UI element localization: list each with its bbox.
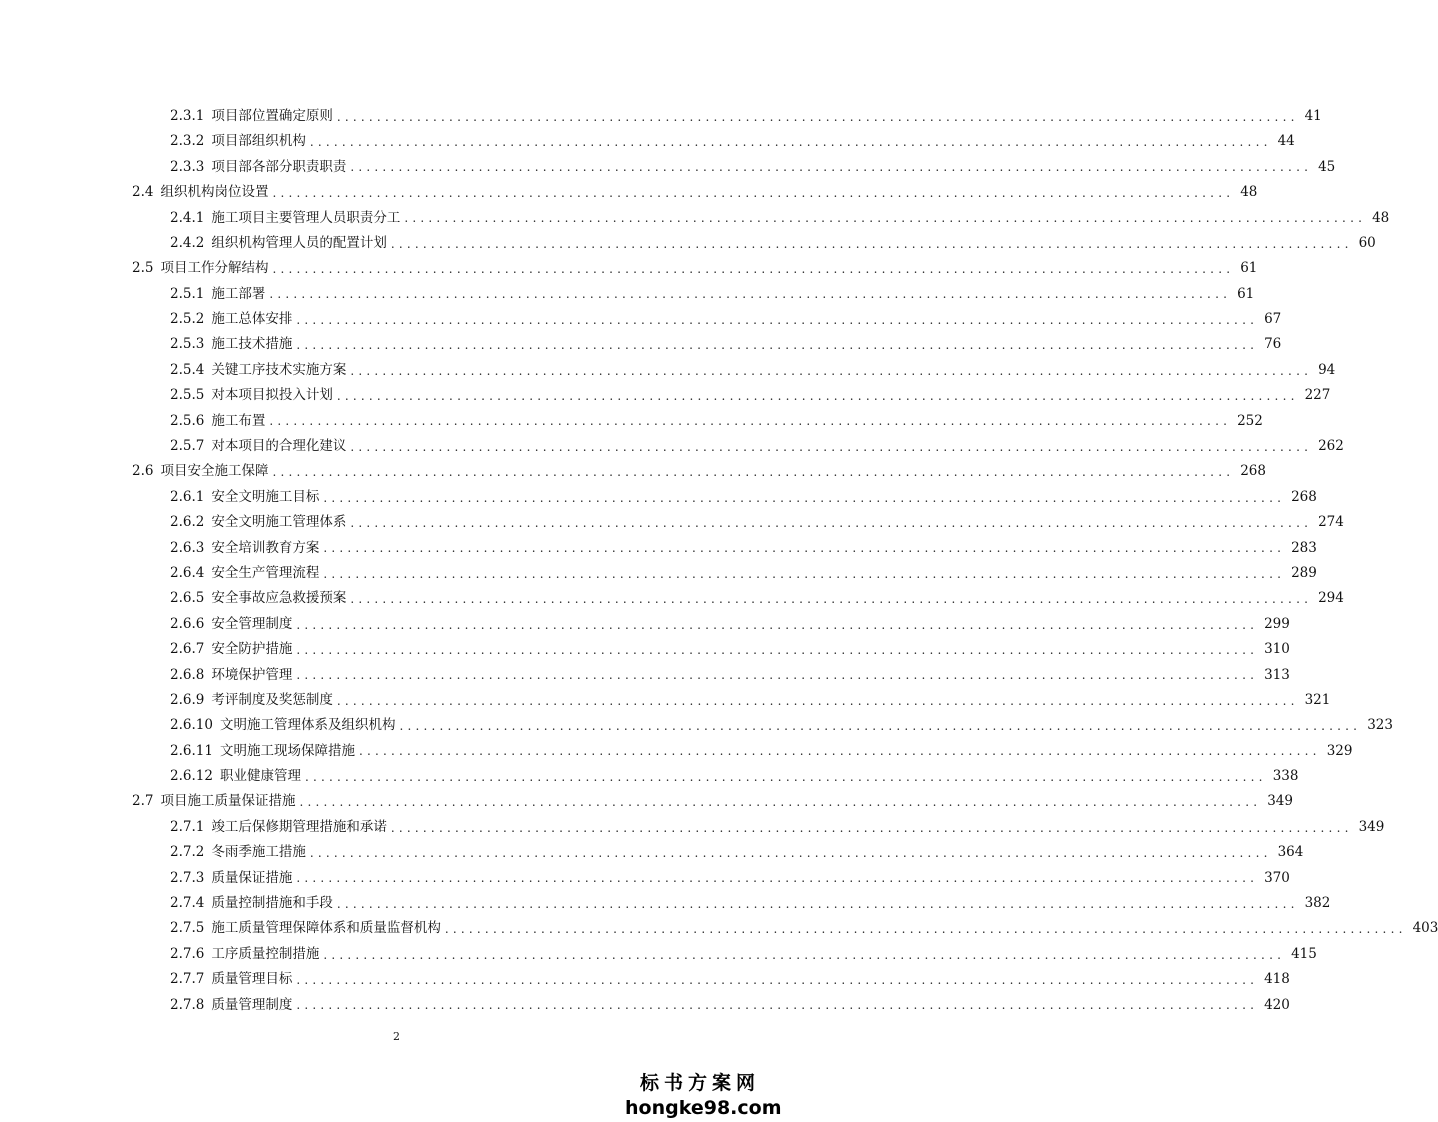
watermark-logo (625, 1068, 782, 1119)
toc-entry-title: 质量保证措施 (211, 869, 293, 886)
toc-entry[interactable] (0, 459, 1266, 484)
toc-entry-page: 321 (1304, 691, 1331, 708)
toc-entry-number: 2.7.5 (170, 920, 205, 937)
toc-entry[interactable] (0, 612, 1290, 637)
toc-entry-number: 2.3.1 (170, 107, 205, 124)
toc-entry[interactable] (0, 434, 1344, 459)
toc-entry[interactable] (0, 307, 1282, 332)
toc-entry-page: 349 (1267, 793, 1293, 810)
toc-entry[interactable] (0, 358, 1336, 383)
toc-entry-title: 安全培训教育方案 (211, 539, 320, 556)
toc-leader-dots: ........................................................................................................................ (390, 236, 1353, 251)
toc-entry-number: 2.6 (132, 463, 154, 480)
toc-leader-dots: ........................................................................................................................ (404, 211, 1367, 226)
toc-entry-number: 2.7.3 (170, 869, 205, 886)
toc-entry-number: 2.4.1 (170, 209, 205, 226)
toc-entry-page: 48 (1372, 209, 1390, 226)
toc-entry-page: 283 (1291, 539, 1317, 556)
toc-entry-title: 施工质量管理保障体系和质量监督机构 (211, 920, 441, 937)
toc-entry[interactable] (0, 383, 1331, 408)
toc-entry-title: 安全文明施工管理体系 (211, 514, 347, 531)
toc-entry-title: 安全管理制度 (211, 615, 293, 632)
toc-entry-title: 环境保护管理 (211, 666, 293, 683)
toc-entry-page: 329 (1326, 742, 1353, 759)
toc-entry-title: 质量管理目标 (211, 971, 293, 988)
toc-leader-dots: ........................................................................................................................ (336, 388, 1299, 403)
toc-entry-page: 41 (1304, 107, 1322, 124)
toc-leader-dots: ........................................................................................................................ (272, 262, 1235, 277)
toc-entry[interactable] (0, 536, 1317, 561)
toc-entry-title: 安全文明施工目标 (211, 488, 320, 505)
toc-entry-number: 2.7.4 (170, 895, 205, 912)
toc-entry-number: 2.6.11 (170, 742, 213, 759)
toc-leader-dots: ........................................................................................................................ (350, 515, 1313, 530)
toc-entry[interactable] (0, 155, 1336, 180)
toc-leader-dots: ........................................................................................................................ (358, 744, 1321, 759)
toc-entry-page: 44 (1277, 133, 1295, 150)
toc-entry[interactable] (0, 866, 1290, 891)
toc-entry-number: 2.5.6 (170, 412, 205, 429)
toc-leader-dots: ........................................................................................................................ (296, 871, 1259, 886)
toc-entry-number: 2.7.8 (170, 996, 205, 1013)
toc-entry-number: 2.5.3 (170, 336, 205, 353)
toc-leader-dots: ........................................................................................................................ (323, 566, 1286, 581)
watermark-line2: hongke98.com (625, 1097, 782, 1119)
toc-entry-title: 项目安全施工保障 (160, 463, 269, 480)
table-of-contents (0, 104, 1438, 1018)
toc-entry-number: 2.6.10 (170, 717, 213, 734)
toc-leader-dots: ........................................................................................................................ (304, 769, 1267, 784)
toc-leader-dots: ........................................................................................................................ (296, 617, 1259, 632)
toc-entry-title: 质量管理制度 (211, 996, 293, 1013)
toc-entry-number: 2.7.6 (170, 945, 205, 962)
toc-entry-number: 2.6.6 (170, 615, 205, 632)
toc-entry[interactable] (0, 104, 1322, 129)
toc-entry-page: 268 (1240, 463, 1266, 480)
toc-entry[interactable] (0, 713, 1393, 738)
toc-entry[interactable] (0, 586, 1344, 611)
toc-entry-page: 60 (1358, 234, 1376, 251)
toc-leader-dots: ........................................................................................................................ (296, 642, 1259, 657)
toc-entry-page: 67 (1264, 311, 1282, 328)
toc-entry-title: 文明施工管理体系及组织机构 (219, 717, 396, 734)
toc-entry-title: 施工技术措施 (211, 336, 293, 353)
toc-leader-dots: ........................................................................................................................ (269, 414, 1232, 429)
toc-entry-number: 2.6.12 (170, 768, 213, 785)
toc-leader-dots: ........................................................................................................................ (336, 896, 1299, 911)
toc-entry-title: 对本项目的合理化建议 (211, 438, 347, 455)
toc-entry-page: 227 (1304, 387, 1331, 404)
toc-entry[interactable] (0, 891, 1331, 916)
toc-entry-number: 2.5.7 (170, 438, 205, 455)
toc-leader-dots: ........................................................................................................................ (399, 719, 1362, 734)
toc-entry[interactable] (0, 409, 1263, 434)
toc-leader-dots: ........................................................................................................................ (296, 312, 1259, 327)
toc-entry-page: 294 (1318, 590, 1344, 607)
toc-entry-page: 323 (1367, 717, 1393, 734)
toc-entry-page: 418 (1264, 971, 1290, 988)
toc-entry[interactable] (0, 993, 1290, 1018)
toc-entry-title: 项目工作分解结构 (160, 260, 269, 277)
toc-entry[interactable] (0, 942, 1317, 967)
toc-entry-number: 2.5 (132, 260, 154, 277)
toc-entry[interactable] (0, 180, 1258, 205)
toc-entry-number: 2.5.5 (170, 387, 205, 404)
toc-leader-dots: ........................................................................................................................ (272, 465, 1235, 480)
toc-leader-dots: ........................................................................................................................ (309, 846, 1272, 861)
toc-entry-number: 2.5.1 (170, 285, 205, 302)
toc-entry-page: 364 (1277, 844, 1304, 861)
toc-entry-number: 2.7.7 (170, 971, 205, 988)
toc-leader-dots: ........................................................................................................................ (272, 185, 1235, 200)
toc-leader-dots: ........................................................................................................................ (350, 592, 1313, 607)
page-number: 2 (393, 1030, 400, 1043)
toc-leader-dots: ........................................................................................................................ (296, 972, 1259, 987)
toc-entry-title: 施工总体安排 (211, 311, 293, 328)
toc-entry-title: 组织机构管理人员的配置计划 (211, 234, 387, 251)
toc-entry-page: 403 (1412, 920, 1438, 937)
toc-entry-title: 对本项目拟投入计划 (211, 387, 333, 404)
toc-entry[interactable] (0, 256, 1258, 281)
toc-entry[interactable] (0, 917, 1438, 942)
toc-entry-number: 2.6.3 (170, 539, 205, 556)
toc-entry-page: 310 (1264, 641, 1290, 658)
toc-entry-title: 组织机构岗位设置 (160, 184, 269, 201)
toc-entry-page: 370 (1264, 869, 1290, 886)
toc-entry-title: 施工部署 (211, 285, 266, 302)
toc-entry[interactable] (0, 739, 1353, 764)
toc-entry[interactable] (0, 663, 1290, 688)
toc-entry-number: 2.6.2 (170, 514, 205, 531)
toc-entry[interactable] (0, 485, 1317, 510)
toc-leader-dots: ........................................................................................................................ (350, 363, 1313, 378)
toc-entry-title: 安全防护措施 (211, 641, 293, 658)
toc-entry-title: 安全事故应急救援预案 (211, 590, 347, 607)
watermark-line1: 标书方案网 (639, 1072, 760, 1094)
toc-entry-page: 262 (1318, 438, 1344, 455)
toc-entry-page: 415 (1291, 945, 1317, 962)
toc-entry-title: 项目部组织机构 (211, 133, 306, 150)
toc-entry-number: 2.3.2 (170, 133, 205, 150)
toc-entry[interactable] (0, 561, 1317, 586)
toc-entry-page: 382 (1304, 895, 1331, 912)
toc-entry-page: 420 (1264, 996, 1290, 1013)
toc-leader-dots: ........................................................................................................................ (350, 439, 1313, 454)
toc-entry[interactable] (0, 637, 1290, 662)
toc-entry-number: 2.6.7 (170, 641, 205, 658)
toc-entry-page: 274 (1318, 514, 1344, 531)
toc-entry-page: 45 (1318, 158, 1336, 175)
toc-entry-page: 289 (1291, 564, 1317, 581)
toc-entry-title: 安全生产管理流程 (211, 564, 320, 581)
toc-entry-title: 考评制度及奖惩制度 (211, 691, 333, 708)
toc-entry[interactable] (0, 129, 1295, 154)
toc-leader-dots: ........................................................................................................................ (350, 160, 1313, 175)
toc-entry-page: 349 (1358, 818, 1385, 835)
toc-leader-dots: ........................................................................................................................ (309, 135, 1272, 150)
toc-entry-page: 61 (1237, 285, 1255, 302)
toc-entry-number: 2.7 (132, 793, 154, 810)
toc-entry[interactable] (0, 967, 1290, 992)
toc-leader-dots: ........................................................................................................................ (296, 668, 1259, 683)
toc-entry-title: 职业健康管理 (219, 768, 301, 785)
toc-leader-dots: ........................................................................................................................ (299, 795, 1262, 810)
toc-entry-number: 2.5.4 (170, 361, 205, 378)
toc-entry-number: 2.3.3 (170, 158, 205, 175)
toc-entry[interactable] (0, 840, 1304, 865)
toc-entry-page: 94 (1318, 361, 1336, 378)
toc-entry-title: 质量控制措施和手段 (211, 895, 333, 912)
toc-entry[interactable] (0, 231, 1376, 256)
toc-entry-title: 冬雨季施工措施 (211, 844, 306, 861)
toc-leader-dots: ........................................................................................................................ (336, 693, 1299, 708)
toc-leader-dots: ........................................................................................................................ (269, 287, 1232, 302)
toc-leader-dots: ........................................................................................................................ (444, 922, 1407, 937)
toc-entry-number: 2.4.2 (170, 234, 205, 251)
toc-entry-number: 2.4 (132, 184, 154, 201)
toc-entry[interactable] (0, 688, 1331, 713)
toc-leader-dots: ........................................................................................................................ (323, 541, 1286, 556)
toc-entry[interactable] (0, 764, 1299, 789)
toc-entry[interactable] (0, 790, 1293, 815)
toc-entry-page: 76 (1264, 336, 1282, 353)
toc-entry-title: 工序质量控制措施 (211, 945, 320, 962)
toc-entry-page: 268 (1291, 488, 1317, 505)
toc-entry-page: 252 (1237, 412, 1263, 429)
toc-entry-page: 48 (1240, 184, 1258, 201)
toc-entry-number: 2.5.2 (170, 311, 205, 328)
toc-entry-number: 2.6.1 (170, 488, 205, 505)
toc-leader-dots: ........................................................................................................................ (296, 998, 1259, 1013)
toc-entry-title: 项目部位置确定原则 (211, 107, 333, 124)
toc-entry-page: 338 (1272, 768, 1299, 785)
toc-entry[interactable] (0, 815, 1385, 840)
toc-entry-number: 2.7.2 (170, 844, 205, 861)
toc-leader-dots: ........................................................................................................................ (323, 490, 1286, 505)
toc-entry[interactable] (0, 333, 1282, 358)
toc-entry-title: 关键工序技术实施方案 (211, 361, 347, 378)
toc-entry-title: 施工布置 (211, 412, 266, 429)
toc-entry[interactable] (0, 282, 1255, 307)
toc-entry-number: 2.6.5 (170, 590, 205, 607)
toc-entry-number: 2.6.8 (170, 666, 205, 683)
toc-entry-number: 2.7.1 (170, 818, 205, 835)
toc-entry-page: 61 (1240, 260, 1258, 277)
toc-entry-title: 施工项目主要管理人员职责分工 (211, 209, 401, 226)
toc-leader-dots: ........................................................................................................................ (323, 947, 1286, 962)
toc-leader-dots: ........................................................................................................................ (390, 820, 1353, 835)
toc-entry-page: 299 (1264, 615, 1290, 632)
toc-entry[interactable] (0, 206, 1390, 231)
toc-entry-title: 竣工后保修期管理措施和承诺 (211, 818, 387, 835)
toc-entry-title: 文明施工现场保障措施 (219, 742, 355, 759)
toc-entry[interactable] (0, 510, 1344, 535)
toc-entry-title: 项目施工质量保证措施 (160, 793, 296, 810)
toc-entry-number: 2.6.9 (170, 691, 205, 708)
toc-entry-title: 项目部各部分职责职责 (211, 158, 347, 175)
toc-leader-dots: ........................................................................................................................ (296, 338, 1259, 353)
toc-entry-page: 313 (1264, 666, 1290, 683)
toc-entry-number: 2.6.4 (170, 564, 205, 581)
toc-leader-dots: ........................................................................................................................ (336, 109, 1299, 124)
